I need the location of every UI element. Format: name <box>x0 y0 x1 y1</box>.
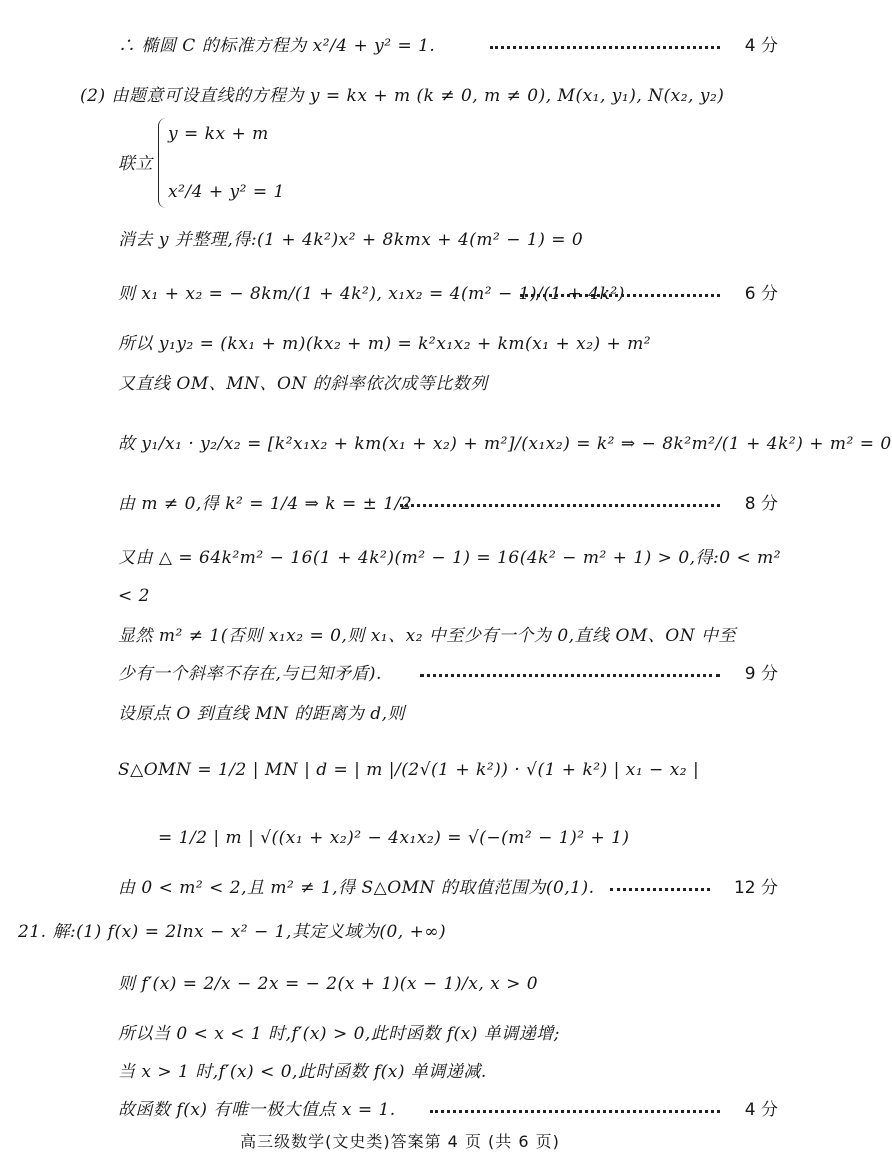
answer-line-15 <box>118 758 778 782</box>
line-text: 消去 y 并整理,得:(1 + 4k²)x² + 8kmx + 4(m² − 1) = 0 <box>118 230 584 250</box>
line-text: 21. 解:(1) f(x) = 2lnx − x² − 1,其定义域为(0, +∞) <box>18 922 447 942</box>
answer-line-21 <box>118 1060 778 1084</box>
line-text: 由 0 < m² < 2,且 m² ≠ 1,得 S△OMN 的取值范围为(0,1). <box>118 878 595 898</box>
answer-line-12 <box>118 624 778 648</box>
dotted-leader <box>520 294 720 297</box>
line-text: 又由 △ = 64k²m² − 16(1 + 4k²)(m² − 1) = 16(4k² − m² + 1) > 0,得:0 < m² <box>118 548 782 568</box>
score-label: 6 分 <box>744 284 778 304</box>
score-label: 8 分 <box>744 494 778 514</box>
line-text: 故函数 f(x) 有唯一极大值点 x = 1. <box>118 1100 396 1120</box>
answer-line-17 <box>118 876 778 900</box>
line-text: 所以 y₁y₂ = (kx₁ + m)(kx₂ + m) = k²x₁x₂ + km(x₁ + x₂) + m² <box>118 334 652 354</box>
system-eq-2 <box>168 180 778 204</box>
line-text: 当 x > 1 时,f′(x) < 0,此时函数 f(x) 单调递减. <box>118 1062 487 1082</box>
answer-line-14 <box>118 702 778 726</box>
line-text: 设原点 O 到直线 MN 的距离为 d,则 <box>118 704 406 724</box>
answer-line-1 <box>118 34 778 58</box>
dotted-leader <box>610 888 710 891</box>
line-text: 又直线 OM、MN、ON 的斜率依次成等比数列 <box>118 374 488 394</box>
answer-line-22 <box>118 1098 778 1122</box>
answer-line-16 <box>158 826 778 850</box>
line-text: 少有一个斜率不存在,与已知矛盾). <box>118 664 382 684</box>
line-text: x²/4 + y² = 1 <box>168 182 285 202</box>
answer-line-13 <box>118 662 778 686</box>
answer-line-2 <box>80 84 778 108</box>
dotted-leader <box>490 46 720 49</box>
line-text: 则 f′(x) = 2/x − 2x = − 2(x + 1)(x − 1)/x, x > 0 <box>118 974 539 994</box>
page-footer: 高三级数学(文史类)答案第 4 页 (共 6 页) <box>240 1132 560 1151</box>
answer-line-11 <box>118 584 778 608</box>
answer-line-8 <box>118 432 892 456</box>
line-text: 则 x₁ + x₂ = − 8km/(1 + 4k²), x₁x₂ = 4(m² − 1)/(1 + 4k²) <box>118 284 625 304</box>
score-label: 4 分 <box>744 1100 778 1120</box>
answer-line-4 <box>118 228 778 252</box>
dotted-leader <box>400 504 720 507</box>
line-text: S△OMN = 1/2 | MN | d = | m |/(2√(1 + k²)) · √(1 + k²) | x₁ − x₂ | <box>118 760 700 780</box>
dotted-leader <box>420 674 720 677</box>
score-label: 4 分 <box>744 36 778 56</box>
answer-line-7 <box>118 372 778 396</box>
line-text: 显然 m² ≠ 1(否则 x₁x₂ = 0,则 x₁、x₂ 中至少有一个为 0,直线 OM、ON 中至 <box>118 626 737 646</box>
answer-line-20 <box>118 1022 778 1046</box>
answer-line-6 <box>118 332 778 356</box>
score-label: 9 分 <box>744 664 778 684</box>
answer-line-19 <box>118 972 778 996</box>
line-text: (2) 由题意可设直线的方程为 y = kx + m (k ≠ 0, m ≠ 0), M(x₁, y₁), N(x₂, y₂) <box>80 86 725 106</box>
answer-line-10 <box>118 546 782 570</box>
dotted-leader <box>430 1110 720 1113</box>
line-text: ∴ 椭圆 C 的标准方程为 x²/4 + y² = 1. <box>118 36 436 56</box>
answer-line-3 <box>118 152 778 176</box>
line-text: 故 y₁/x₁ · y₂/x₂ = [k²x₁x₂ + km(x₁ + x₂) + m²]/(x₁x₂) = k² ⇒ − 8k²m²/(1 + 4k²) + m² = 0 <box>118 434 892 454</box>
line-text: y = kx + m <box>168 124 269 144</box>
score-label: 12 分 <box>733 878 778 898</box>
line-text: 联立 <box>118 154 153 174</box>
line-text: 所以当 0 < x < 1 时,f′(x) > 0,此时函数 f(x) 单调递增; <box>118 1024 560 1044</box>
system-eq-1 <box>168 122 778 146</box>
answer-line-18 <box>18 920 778 944</box>
line-text: 由 m ≠ 0,得 k² = 1/4 ⇒ k = ± 1/2 <box>118 494 413 514</box>
answer-line-5 <box>118 282 778 306</box>
line-text: = 1/2 | m | √((x₁ + x₂)² − 4x₁x₂) = √(−(m² − 1)² + 1) <box>158 828 630 848</box>
answer-line-9 <box>118 492 778 516</box>
line-text: < 2 <box>118 586 150 606</box>
